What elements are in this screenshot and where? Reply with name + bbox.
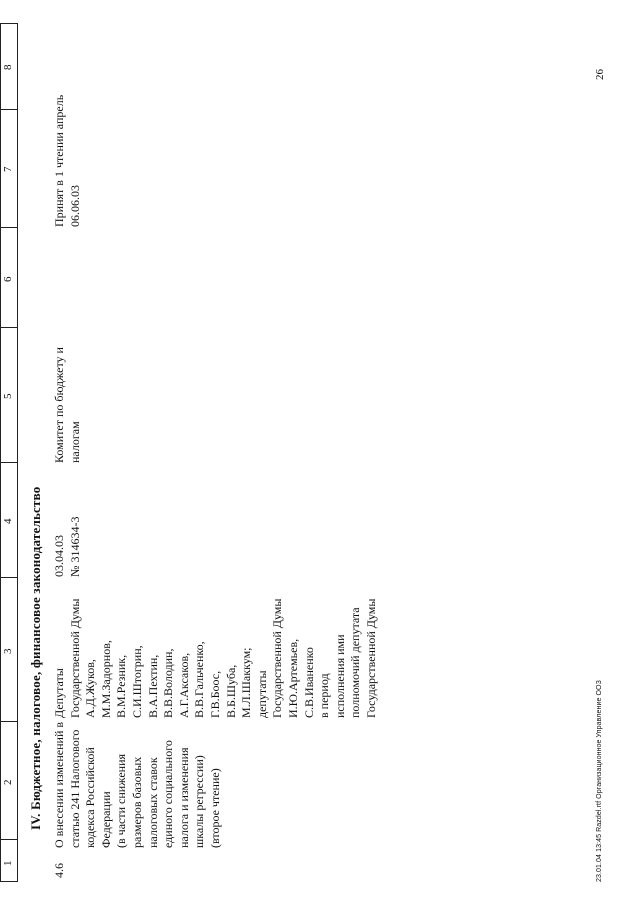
bill-status [52,95,83,227]
text-line: М.М.Задорнов, [98,640,113,718]
text-line: исполнения ими [332,634,347,718]
col-divider-2 [0,721,18,722]
text-line: (в части снижения [114,753,129,848]
col-divider-4 [0,462,18,463]
col-divider-5 [0,327,18,328]
text-line: Принят в 1 чтении апрель [52,94,66,227]
section-title: IV. Бюджетное, налоговое, финансовое законодательство [28,486,43,830]
text-line: В.М.Резник, [114,654,129,718]
text-line: С.И.Штогрин, [129,645,144,718]
text-line: Г.В.Боос, [207,670,222,718]
text-line: С.В.Иваненко [301,647,316,718]
text-line: шкалы регрессии) [192,755,207,848]
col-divider-7 [0,109,18,110]
text-line: № 314634-3 [67,516,82,577]
text-line: налоговых ставок [145,757,160,848]
col-divider-3 [0,577,18,578]
text-line: А.Д.Жуков, [83,659,98,718]
text-line: единого социального [161,740,176,848]
text-line: В.В.Гальченко, [192,641,207,718]
text-line: Государственной Думы [363,598,378,718]
text-line: М.Л.Шаккум; [239,647,254,718]
text-line: статью 241 Налогового [67,729,82,848]
text-line: Федерации [98,791,113,848]
text-line: Государственной Думы [67,598,82,718]
text-line: кодекса Российской [83,747,98,848]
text-line: Комитет по бюджету и [52,347,66,463]
text-line: 06.06.03 [67,185,82,227]
responsible-committee [52,347,83,463]
text-line: полномочий депутата [348,607,363,718]
column-number-4: 4 [2,518,14,524]
bill-title [52,722,224,848]
footer-file-info: 23.01.04 13:45 Razdel.rtf Организационное Управление ООЗ [596,680,603,882]
text-line: Депутаты [52,668,66,718]
col-divider-6 [0,227,18,228]
column-number-7: 7 [2,166,14,172]
column-number-1: 1 [2,860,14,866]
page-number: 26 [594,69,606,80]
text-line: налогам [67,421,82,463]
text-line: И.Ю.Артемьев, [285,638,300,718]
column-number-8: 8 [2,64,14,70]
text-line: А.Г.Аксаков, [176,652,191,718]
text-line: налога и изменения [176,747,191,848]
column-number-6: 6 [2,276,14,282]
col-divider-1 [0,839,18,840]
col-divider-0 [0,881,18,882]
column-number-2: 2 [2,779,14,785]
text-line: В.В.Володин, [161,648,176,718]
row-number: 4.6 [52,863,66,878]
text-line: (второе чтение) [207,768,222,848]
table-top-border [0,24,1,882]
column-number-3: 3 [2,648,14,654]
initiators [52,599,379,718]
text-line: 03.04.03 [52,535,66,577]
date-and-number [52,517,83,577]
column-number-5: 5 [2,393,14,399]
text-line: О внесении изменений в [52,721,66,848]
header-row-border [17,24,18,882]
col-divider-8 [0,23,18,24]
text-line: В.Б.Шуба, [223,664,238,718]
text-line: В.А.Пехтин, [145,654,160,718]
text-line: Государственной Думы [270,598,285,718]
text-line: депутаты [254,670,269,718]
text-line: в период [317,673,332,718]
text-line: размеров базовых [129,756,144,848]
